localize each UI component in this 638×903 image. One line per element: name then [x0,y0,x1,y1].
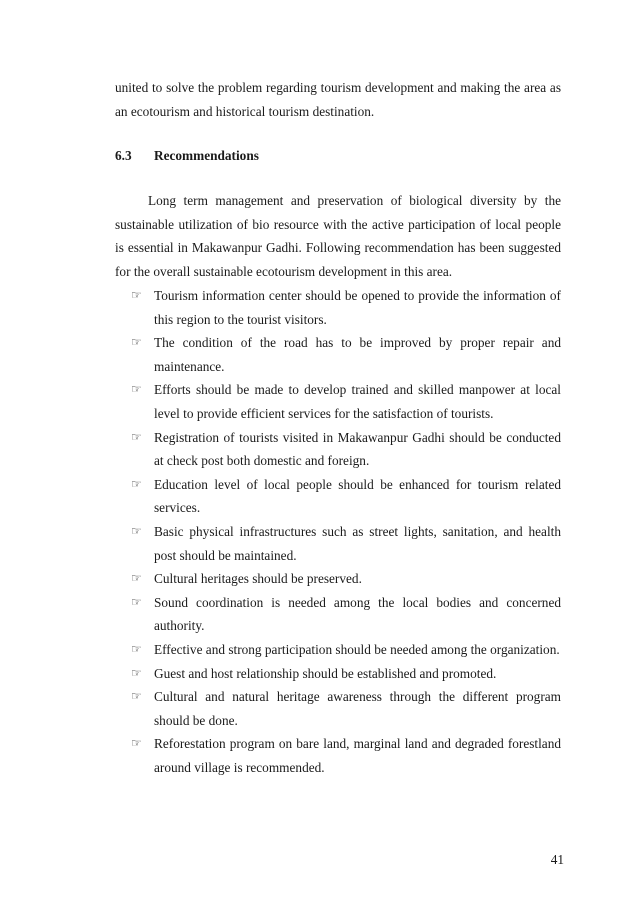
pointing-hand-icon: ☞ [131,288,142,302]
list-item [131,567,561,591]
list-item [131,520,561,567]
list-item-text: Education level of local people should be enhanced for tourism related services. [154,476,561,516]
pointing-hand-icon: ☞ [131,429,142,444]
list-item [131,473,561,520]
list-item [131,685,561,732]
list-item-text: Guest and host relationship should be established and promoted. [154,665,497,681]
list-item-text: Sound coordination is needed among the local bodies and concerned authority. [154,594,561,634]
pointing-hand-icon: ☞ [131,476,142,491]
recommendations-intro-paragraph: Long term management and preservation of biological diversity by the sustainable utilization of bio resource with the active participation of local people is essential in Makawanpur Gadhi. Following recommendation has been suggested for the overall sustainable ecotourism development in this area. [115,193,561,279]
list-item [131,591,561,638]
list-item [131,662,561,686]
pointing-hand-icon: ☞ [131,641,142,656]
list-item [131,638,561,662]
list-item-text: Cultural heritages should be preserved. [154,571,362,587]
intro-paragraph: united to solve the problem regarding tourism development and making the area as an ecotourism and historical tourism destination. [115,80,561,119]
pointing-hand-icon: ☞ [131,523,142,538]
section-number: 6.3 [115,148,132,163]
section-heading [115,144,561,168]
list-item-text: Cultural and natural heritage awareness through the different program should be done. [154,689,561,728]
pointing-hand-icon: ☞ [131,736,142,751]
list-item-text: The condition of the road has to be improved by proper repair and maintenance. [154,335,561,374]
section-title: Recommendations [154,148,259,163]
list-item-text: Reforestation program on bare land, marginal land and degraded forestland around village is recommended. [154,736,561,775]
pointing-hand-icon: ☞ [131,594,142,609]
page-number: 41 [550,852,564,867]
pointing-hand-icon: ☞ [131,571,142,586]
recommendation-list [131,284,561,779]
list-item [131,284,561,331]
list-item [131,378,561,425]
list-item-text: Effective and strong participation should be needed among the organization. [154,641,560,657]
pointing-hand-icon: ☞ [131,665,142,680]
pointing-hand-icon: ☞ [131,382,142,397]
pointing-hand-icon: ☞ [131,335,142,350]
list-item-text: Registration of tourists visited in Makawanpur Gadhi should be conducted at check post both domestic and foreign. [154,429,561,469]
list-item [131,426,561,473]
list-item-text: Efforts should be made to develop trained and skilled manpower at local level to provide efficient services for the satisfaction of tourists. [154,382,561,421]
list-item-text: Basic physical infrastructures such as street lights, sanitation, and health post should be maintained. [154,523,561,563]
pointing-hand-icon: ☞ [131,689,142,704]
list-item [131,732,561,779]
list-item [131,331,561,378]
list-item-text: Tourism information center should be opened to provide the information of this region to the tourist visitors. [154,288,561,327]
